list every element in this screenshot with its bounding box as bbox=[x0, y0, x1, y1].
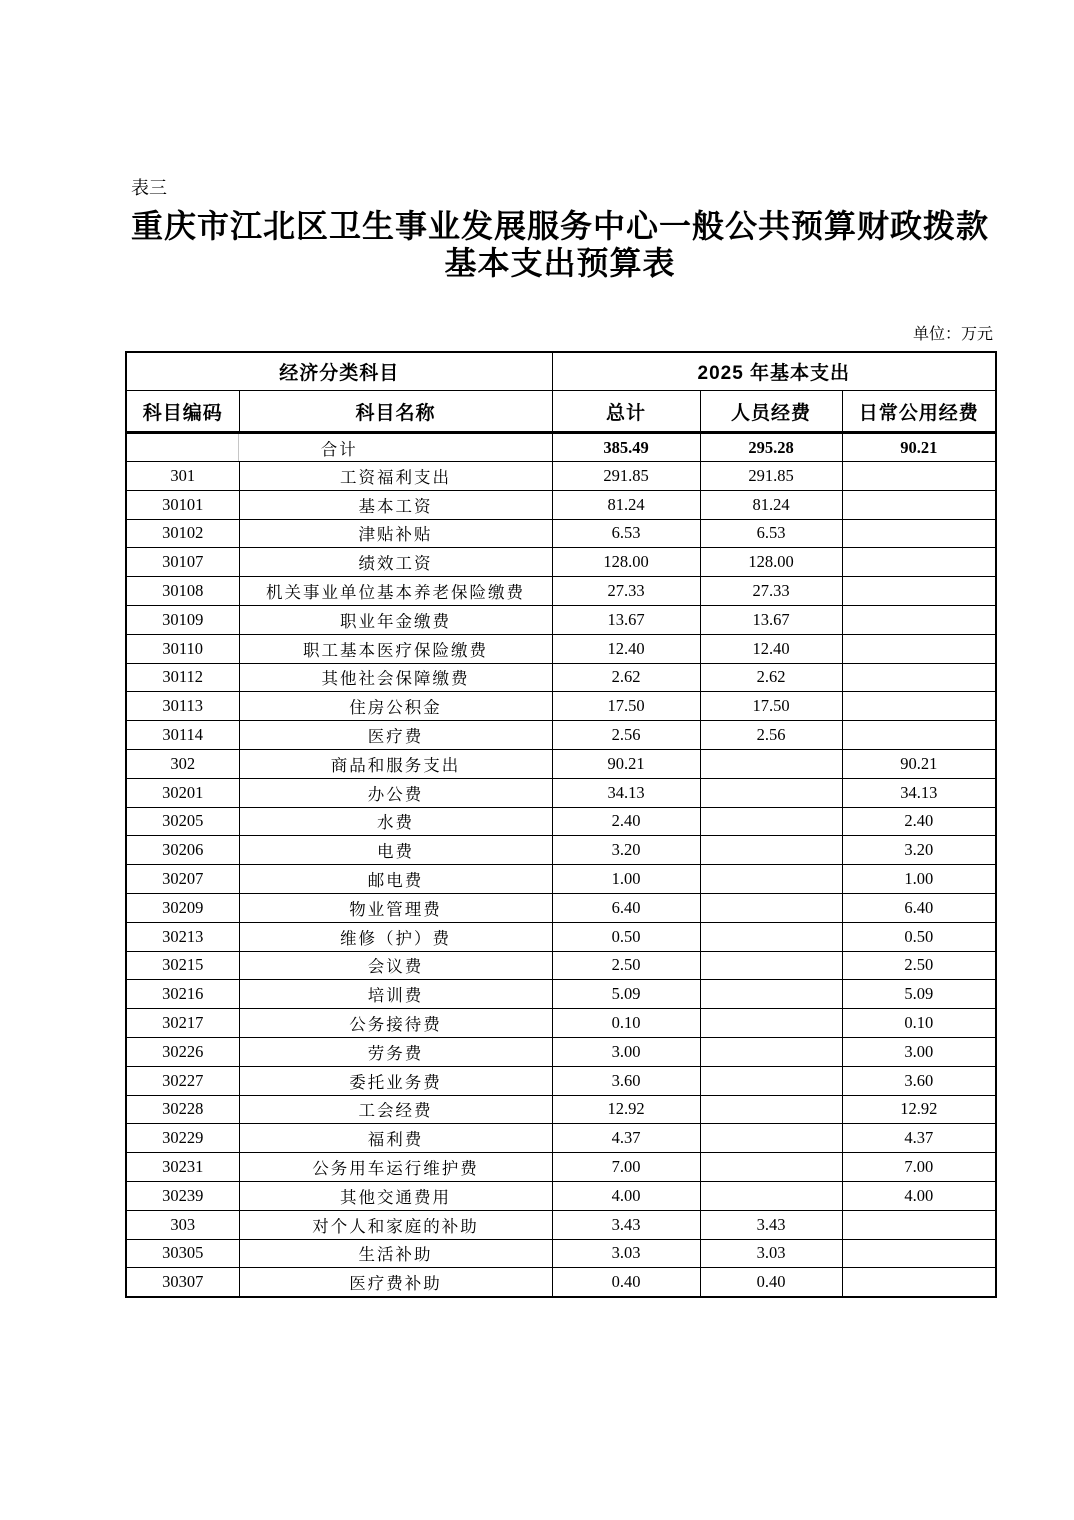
total-cell: 3.20 bbox=[552, 836, 700, 865]
table-row bbox=[126, 807, 996, 836]
table-row bbox=[126, 951, 996, 980]
total-cell: 6.53 bbox=[552, 519, 700, 548]
total-cell: 4.00 bbox=[552, 1181, 700, 1210]
total-cell: 291.85 bbox=[552, 462, 700, 491]
document-content bbox=[125, 176, 995, 1298]
subject-name-cell: 电费 bbox=[239, 836, 552, 865]
total-cell: 4.37 bbox=[552, 1124, 700, 1153]
daily-public-funds-cell: 7.00 bbox=[842, 1153, 996, 1182]
daily-public-funds-cell: 0.50 bbox=[842, 922, 996, 951]
subject-name-cell: 医疗费 bbox=[239, 721, 552, 750]
total-row-total: 385.49 bbox=[552, 433, 700, 462]
table-row bbox=[126, 462, 996, 491]
table-row bbox=[126, 1210, 996, 1239]
personnel-funds-cell bbox=[700, 865, 842, 894]
page-title-line2: 基本支出预算表 bbox=[444, 245, 676, 281]
personnel-funds-cell: 3.43 bbox=[700, 1210, 842, 1239]
subject-name-cell: 会议费 bbox=[239, 951, 552, 980]
total-cell: 17.50 bbox=[552, 692, 700, 721]
subject-name-cell: 对个人和家庭的补助 bbox=[239, 1210, 552, 1239]
total-cell: 12.92 bbox=[552, 1095, 700, 1124]
daily-public-funds-cell: 4.37 bbox=[842, 1124, 996, 1153]
total-row-daily: 90.21 bbox=[842, 433, 996, 462]
subject-code-cell: 30112 bbox=[126, 663, 239, 692]
table-row bbox=[126, 778, 996, 807]
table-row bbox=[126, 749, 996, 778]
col-header-daily-public-funds: 日常公用经费 bbox=[842, 391, 996, 433]
personnel-funds-cell bbox=[700, 1153, 842, 1182]
table-row bbox=[126, 490, 996, 519]
total-cell: 5.09 bbox=[552, 980, 700, 1009]
subject-name-cell: 培训费 bbox=[239, 980, 552, 1009]
table-row bbox=[126, 663, 996, 692]
personnel-funds-cell: 0.40 bbox=[700, 1268, 842, 1297]
total-cell: 81.24 bbox=[552, 490, 700, 519]
subject-name-cell: 邮电费 bbox=[239, 865, 552, 894]
subject-name-cell: 委托业务费 bbox=[239, 1066, 552, 1095]
subject-name-cell: 劳务费 bbox=[239, 1037, 552, 1066]
total-cell: 1.00 bbox=[552, 865, 700, 894]
personnel-funds-cell: 27.33 bbox=[700, 577, 842, 606]
daily-public-funds-cell: 1.00 bbox=[842, 865, 996, 894]
subject-code-cell: 30108 bbox=[126, 577, 239, 606]
subject-name-cell: 物业管理费 bbox=[239, 893, 552, 922]
daily-public-funds-cell bbox=[842, 605, 996, 634]
personnel-funds-cell bbox=[700, 749, 842, 778]
personnel-funds-cell bbox=[700, 1066, 842, 1095]
personnel-funds-cell: 6.53 bbox=[700, 519, 842, 548]
personnel-funds-cell bbox=[700, 807, 842, 836]
table-row bbox=[126, 1009, 996, 1038]
total-cell: 27.33 bbox=[552, 577, 700, 606]
header-2025-basic-expenditure: 2025 年基本支出 bbox=[552, 352, 996, 391]
subject-code-cell: 30227 bbox=[126, 1066, 239, 1095]
header-column-row bbox=[126, 391, 996, 433]
page-title bbox=[125, 208, 995, 282]
subject-code-cell: 30206 bbox=[126, 836, 239, 865]
subject-code-cell: 30307 bbox=[126, 1268, 239, 1297]
table-row bbox=[126, 634, 996, 663]
daily-public-funds-cell bbox=[842, 548, 996, 577]
personnel-funds-cell: 128.00 bbox=[700, 548, 842, 577]
subject-code-cell: 30201 bbox=[126, 778, 239, 807]
table-row bbox=[126, 1037, 996, 1066]
total-cell: 3.03 bbox=[552, 1239, 700, 1268]
total-row-label: 合计 bbox=[126, 433, 552, 462]
subject-code-cell: 30226 bbox=[126, 1037, 239, 1066]
total-cell: 3.60 bbox=[552, 1066, 700, 1095]
table-row bbox=[126, 836, 996, 865]
total-cell: 6.40 bbox=[552, 893, 700, 922]
personnel-funds-cell bbox=[700, 1009, 842, 1038]
subject-code-cell: 30113 bbox=[126, 692, 239, 721]
table-row bbox=[126, 721, 996, 750]
daily-public-funds-cell: 0.10 bbox=[842, 1009, 996, 1038]
subject-name-cell: 医疗费补助 bbox=[239, 1268, 552, 1297]
personnel-funds-cell: 2.56 bbox=[700, 721, 842, 750]
table-row bbox=[126, 922, 996, 951]
subject-name-cell: 维修（护）费 bbox=[239, 922, 552, 951]
subject-code-cell: 302 bbox=[126, 749, 239, 778]
total-cell: 13.67 bbox=[552, 605, 700, 634]
subject-code-cell: 30213 bbox=[126, 922, 239, 951]
subject-code-cell: 30215 bbox=[126, 951, 239, 980]
subject-code-cell: 30231 bbox=[126, 1153, 239, 1182]
total-cell: 128.00 bbox=[552, 548, 700, 577]
total-cell: 3.43 bbox=[552, 1210, 700, 1239]
subject-code-cell: 30228 bbox=[126, 1095, 239, 1124]
daily-public-funds-cell bbox=[842, 577, 996, 606]
total-cell: 3.00 bbox=[552, 1037, 700, 1066]
total-row-personnel: 295.28 bbox=[700, 433, 842, 462]
daily-public-funds-cell: 2.40 bbox=[842, 807, 996, 836]
total-cell: 90.21 bbox=[552, 749, 700, 778]
total-cell: 34.13 bbox=[552, 778, 700, 807]
daily-public-funds-cell bbox=[842, 663, 996, 692]
subject-name-cell: 公务接待费 bbox=[239, 1009, 552, 1038]
budget-table-header bbox=[126, 352, 996, 433]
budget-table bbox=[125, 351, 997, 1298]
daily-public-funds-cell: 90.21 bbox=[842, 749, 996, 778]
personnel-funds-cell: 291.85 bbox=[700, 462, 842, 491]
daily-public-funds-cell: 2.50 bbox=[842, 951, 996, 980]
subject-code-cell: 30101 bbox=[126, 490, 239, 519]
table-row bbox=[126, 1066, 996, 1095]
total-cell: 0.40 bbox=[552, 1268, 700, 1297]
table-row bbox=[126, 548, 996, 577]
table-row bbox=[126, 1268, 996, 1297]
subject-code-cell: 30305 bbox=[126, 1239, 239, 1268]
personnel-funds-cell bbox=[700, 1124, 842, 1153]
col-header-personnel-funds: 人员经费 bbox=[700, 391, 842, 433]
table-row bbox=[126, 577, 996, 606]
subject-name-cell: 津贴补贴 bbox=[239, 519, 552, 548]
table-row bbox=[126, 1181, 996, 1210]
total-cell: 2.50 bbox=[552, 951, 700, 980]
daily-public-funds-cell: 3.60 bbox=[842, 1066, 996, 1095]
col-header-total: 总计 bbox=[552, 391, 700, 433]
table-row bbox=[126, 980, 996, 1009]
personnel-funds-cell: 2.62 bbox=[700, 663, 842, 692]
subject-code-cell: 30209 bbox=[126, 893, 239, 922]
total-cell: 12.40 bbox=[552, 634, 700, 663]
table-row bbox=[126, 692, 996, 721]
personnel-funds-cell bbox=[700, 778, 842, 807]
subject-code-cell: 30229 bbox=[126, 1124, 239, 1153]
total-cell: 2.56 bbox=[552, 721, 700, 750]
subject-name-cell: 职业年金缴费 bbox=[239, 605, 552, 634]
total-cell: 0.10 bbox=[552, 1009, 700, 1038]
total-row bbox=[126, 433, 996, 462]
subject-code-cell: 301 bbox=[126, 462, 239, 491]
personnel-funds-cell: 81.24 bbox=[700, 490, 842, 519]
subject-code-cell: 30114 bbox=[126, 721, 239, 750]
subject-code-cell: 30109 bbox=[126, 605, 239, 634]
subject-code-cell: 30102 bbox=[126, 519, 239, 548]
subject-name-cell: 绩效工资 bbox=[239, 548, 552, 577]
subject-name-cell: 福利费 bbox=[239, 1124, 552, 1153]
subject-code-cell: 30216 bbox=[126, 980, 239, 1009]
daily-public-funds-cell bbox=[842, 692, 996, 721]
subject-code-cell: 30207 bbox=[126, 865, 239, 894]
subject-name-cell: 生活补助 bbox=[239, 1239, 552, 1268]
personnel-funds-cell bbox=[700, 1095, 842, 1124]
personnel-funds-cell bbox=[700, 836, 842, 865]
daily-public-funds-cell bbox=[842, 1210, 996, 1239]
subject-code-cell: 30217 bbox=[126, 1009, 239, 1038]
subject-code-cell: 30110 bbox=[126, 634, 239, 663]
subject-name-cell: 住房公积金 bbox=[239, 692, 552, 721]
daily-public-funds-cell: 12.92 bbox=[842, 1095, 996, 1124]
header-economic-classification: 经济分类科目 bbox=[126, 352, 552, 391]
subject-name-cell: 职工基本医疗保险缴费 bbox=[239, 634, 552, 663]
total-cell: 0.50 bbox=[552, 922, 700, 951]
unit-note: 单位：万元 bbox=[912, 326, 993, 343]
personnel-funds-cell bbox=[700, 1181, 842, 1210]
personnel-funds-cell bbox=[700, 1037, 842, 1066]
subject-name-cell: 基本工资 bbox=[239, 490, 552, 519]
subject-code-cell: 30239 bbox=[126, 1181, 239, 1210]
table-row bbox=[126, 1095, 996, 1124]
personnel-funds-cell: 3.03 bbox=[700, 1239, 842, 1268]
daily-public-funds-cell: 5.09 bbox=[842, 980, 996, 1009]
header-group-row bbox=[126, 352, 996, 391]
subject-name-cell: 公务用车运行维护费 bbox=[239, 1153, 552, 1182]
personnel-funds-cell bbox=[700, 922, 842, 951]
table-row bbox=[126, 1153, 996, 1182]
col-header-subject-code: 科目编码 bbox=[126, 391, 239, 433]
table-row bbox=[126, 1124, 996, 1153]
table-row bbox=[126, 519, 996, 548]
budget-table-body bbox=[126, 433, 996, 1298]
subject-code-cell: 30107 bbox=[126, 548, 239, 577]
subject-name-cell: 办公费 bbox=[239, 778, 552, 807]
table-row bbox=[126, 605, 996, 634]
daily-public-funds-cell bbox=[842, 1268, 996, 1297]
daily-public-funds-cell bbox=[842, 462, 996, 491]
daily-public-funds-cell bbox=[842, 634, 996, 663]
daily-public-funds-cell: 6.40 bbox=[842, 893, 996, 922]
subject-name-cell: 工资福利支出 bbox=[239, 462, 552, 491]
daily-public-funds-cell: 3.00 bbox=[842, 1037, 996, 1066]
personnel-funds-cell bbox=[700, 893, 842, 922]
subject-code-cell: 30205 bbox=[126, 807, 239, 836]
total-cell: 2.40 bbox=[552, 807, 700, 836]
personnel-funds-cell bbox=[700, 980, 842, 1009]
daily-public-funds-cell bbox=[842, 490, 996, 519]
subject-name-cell: 工会经费 bbox=[239, 1095, 552, 1124]
total-cell: 7.00 bbox=[552, 1153, 700, 1182]
subject-code-cell: 303 bbox=[126, 1210, 239, 1239]
personnel-funds-cell bbox=[700, 951, 842, 980]
col-header-subject-name: 科目名称 bbox=[239, 391, 552, 433]
daily-public-funds-cell bbox=[842, 519, 996, 548]
table-row bbox=[126, 1239, 996, 1268]
daily-public-funds-cell: 3.20 bbox=[842, 836, 996, 865]
table-number-label: 表三 bbox=[131, 178, 167, 198]
table-row bbox=[126, 893, 996, 922]
table-row bbox=[126, 865, 996, 894]
subject-name-cell: 水费 bbox=[239, 807, 552, 836]
personnel-funds-cell: 13.67 bbox=[700, 605, 842, 634]
daily-public-funds-cell: 4.00 bbox=[842, 1181, 996, 1210]
subject-name-cell: 商品和服务支出 bbox=[239, 749, 552, 778]
subject-name-cell: 其他社会保障缴费 bbox=[239, 663, 552, 692]
daily-public-funds-cell: 34.13 bbox=[842, 778, 996, 807]
daily-public-funds-cell bbox=[842, 1239, 996, 1268]
daily-public-funds-cell bbox=[842, 721, 996, 750]
page-title-line1: 重庆市江北区卫生事业发展服务中心一般公共预算财政拨款 bbox=[130, 208, 989, 244]
personnel-funds-cell: 12.40 bbox=[700, 634, 842, 663]
subject-name-cell: 其他交通费用 bbox=[239, 1181, 552, 1210]
subject-name-cell: 机关事业单位基本养老保险缴费 bbox=[239, 577, 552, 606]
personnel-funds-cell: 17.50 bbox=[700, 692, 842, 721]
total-cell: 2.62 bbox=[552, 663, 700, 692]
